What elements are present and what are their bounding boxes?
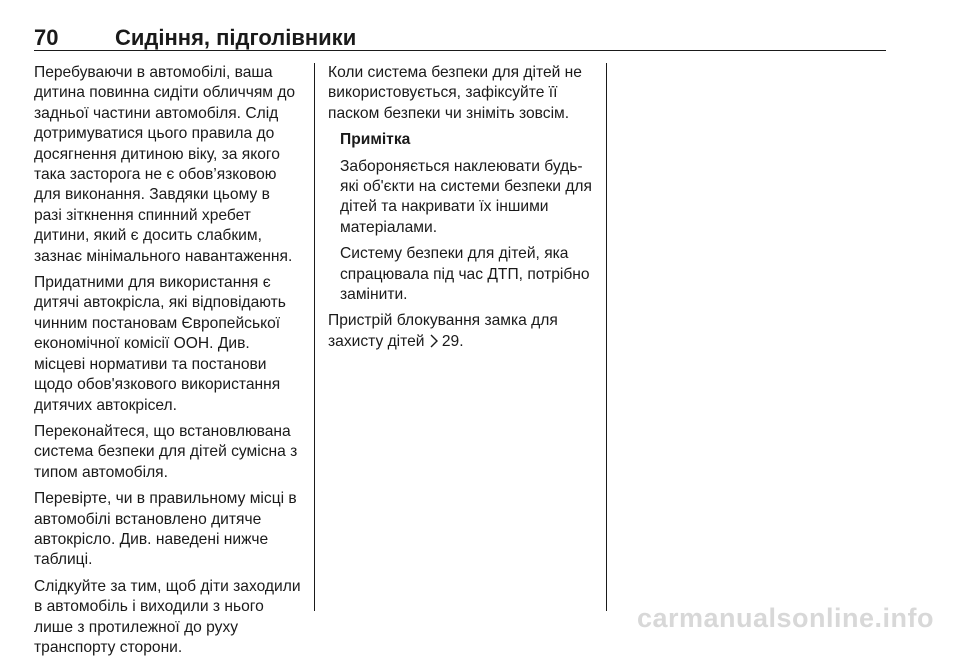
header-rule [34, 50, 886, 51]
left-column [34, 63, 302, 664]
note-block [340, 130, 598, 305]
paragraph-fasten-unused: Коли система безпеки для дітей не використовується, зафіксуйте її паском безпеки чи зніміть зовсім. [328, 64, 582, 122]
paragraph-compatibility: Переконайтеся, що встановлювана система безпеки для дітей сумісна з типом автомобіля. [34, 422, 298, 481]
column-divider-right [606, 63, 607, 611]
note-paragraph-no-stickers: Забороняється наклеювати будь-які об'єкти на системи безпеки для дітей та накривати їх іншими матеріалами. [340, 157, 592, 236]
page-header [34, 26, 886, 52]
note-title: Примітка [340, 131, 411, 149]
paragraph-correct-place: Перевірте, чи в правильному місці в автомобілі встановлено дитяче автокрісло. Див. наведені нижче таблиці. [34, 490, 297, 569]
page-reference-arrow-icon [429, 334, 439, 354]
page-number: 70 [34, 25, 59, 50]
child-lock-page-ref[interactable]: 29. [441, 332, 464, 350]
child-lock-text: Пристрій блокування замка для захисту дітей [328, 312, 558, 350]
paragraph-child-lock-reference [328, 311, 598, 354]
middle-column [328, 63, 598, 360]
paragraph-rear-facing: Перебуваючи в автомобілі, ваша дитина повинна сидіти обличчям до задньої частини автомобіля. Слід дотримуватися цього правила до досягнення дитиною віку, за якого така засторога не є обов’язковою для виконання. Завдяки цьому в разі зіткнення спинний хребет дитини, який є досить слабким, зазнає мінімального навантаження. [34, 64, 296, 265]
column-divider-left [314, 63, 315, 611]
page-title: Сидіння, підголівники [115, 25, 357, 50]
watermark: carmanualsonline.info [636, 603, 934, 633]
note-paragraph-replace: Систему безпеки для дітей, яка спрацювала під час ДТП, потрібно замінити. [340, 245, 590, 304]
paragraph-ece-regulations: Придатними для використання є дитячі автокрісла, які відповідають чинним постановам Європейської економічної комісії ООН. Див. місцеві нормативи та постанови щодо обов'язкового використання дитячих автокрісел. [34, 274, 286, 414]
paragraph-exit-side: Слідкуйте за тим, щоб діти заходили в автомобіль і виходили з нього лише з протилежної до руху транспорту сторони. [34, 577, 301, 656]
